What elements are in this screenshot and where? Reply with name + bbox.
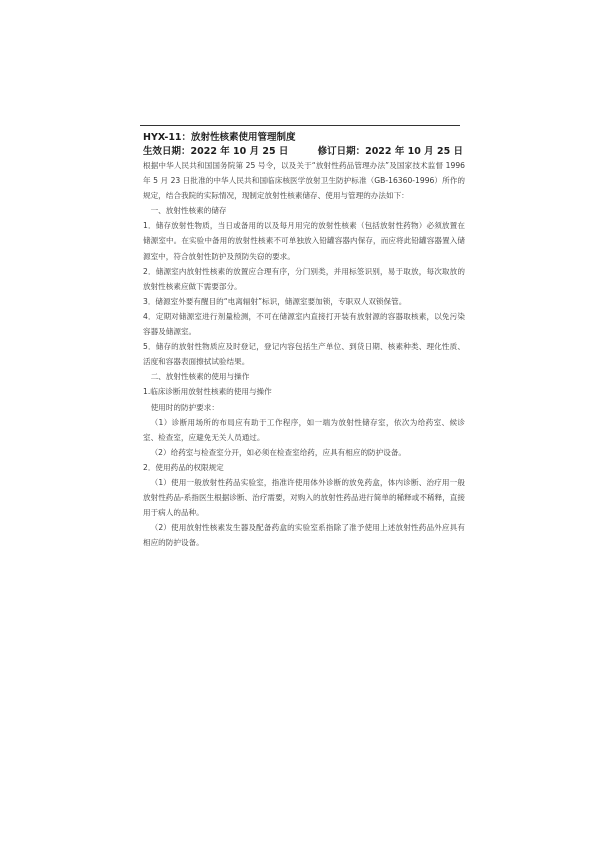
usage-item-2: （2）给药室与检查室分开，如必须在检查室给药，应具有相应的防护设备。	[150, 447, 407, 457]
usage-item-3: （1）使用一般放射性药品实验室，指准许使用体外诊断的放免药盒，体内诊断、治疗用一般放射性药品-系指医生根据诊断、治疗需要，对购入的放射性药品进行简单的稀释或不稀释，直接用于病人的品种。	[143, 477, 465, 518]
usage-item-1: （1）诊断用场所的布局应有助于工作程序，如一端为放射性储存室，依次为给药室、候诊室、检查室，应避免无关人员通过。	[143, 417, 465, 442]
intro-paragraph: 根据中华人民共和国国务院第 25 号令，以及关于“放射性药品管理办法”及国家技术监督 1996 年 5 月 23 日批准的中华人民共和国临床核医学放射卫生防护标准（GB-16360-1996）所作的规定，结合我院的实际情况，现制定放射性核素储存、使用与管理的办法如下：	[143, 161, 465, 201]
section-heading-storage: 一、放射性核素的储存	[150, 206, 227, 216]
document-body	[143, 158, 465, 550]
storage-item-1: 1．储存放射性物质，当日或备用的以及每月用完的放射性核素（包括放射性药物）必须放置在储源室中。在实验中备用的放射性核素不可单独放入铅罐容器内保存，而应将此铅罐容器置入储源室中，符合放射性防护及预防失窃的要求。	[143, 221, 465, 261]
usage-item-4: （2）使用放射性核素发生器及配备药盒的实验室系指除了准予使用上述放射性药品外应具有相应的防护设备。	[143, 523, 465, 548]
effective-date: 生效日期：2022 年 10 月 25 日	[143, 146, 289, 157]
revised-date: 修订日期：2022 年 10 月 25 日	[317, 146, 463, 157]
usage-subheading-2: 2．使用药品的权限规定	[143, 462, 224, 472]
document-title: HYX-11：放射性核素使用管理制度	[143, 132, 296, 143]
header-rule	[140, 125, 460, 126]
storage-item-5: 5．储存的放射性物质应及时登记，登记内容包括生产单位、到货日期、核素种类、理化性质、活度和容器表面擦拭试验结果。	[143, 342, 465, 367]
section-heading-usage: 二、放射性核素的使用与操作	[150, 372, 250, 382]
date-row	[143, 143, 463, 155]
storage-item-2: 2．储源室内放射性核素的放置应合理有序，分门别类，并用标签识别，易于取放，每次取放的放射性核素应做下需要部分。	[143, 266, 465, 291]
usage-subheading-1: 1.临床诊断用放射性核素的使用与操作	[143, 387, 272, 397]
storage-item-3: 3．储源室外要有醒目的“电离辐射”标识，储源室要加锁，专职双人双锁保管。	[143, 296, 407, 306]
protection-requirements-label: 使用时的防护要求：	[150, 402, 219, 412]
storage-item-4: 4．定期对储源室进行剂量检测，不可在储源室内直接打开装有放射源的容器取核素，以免污染容器及储源室。	[143, 311, 465, 337]
